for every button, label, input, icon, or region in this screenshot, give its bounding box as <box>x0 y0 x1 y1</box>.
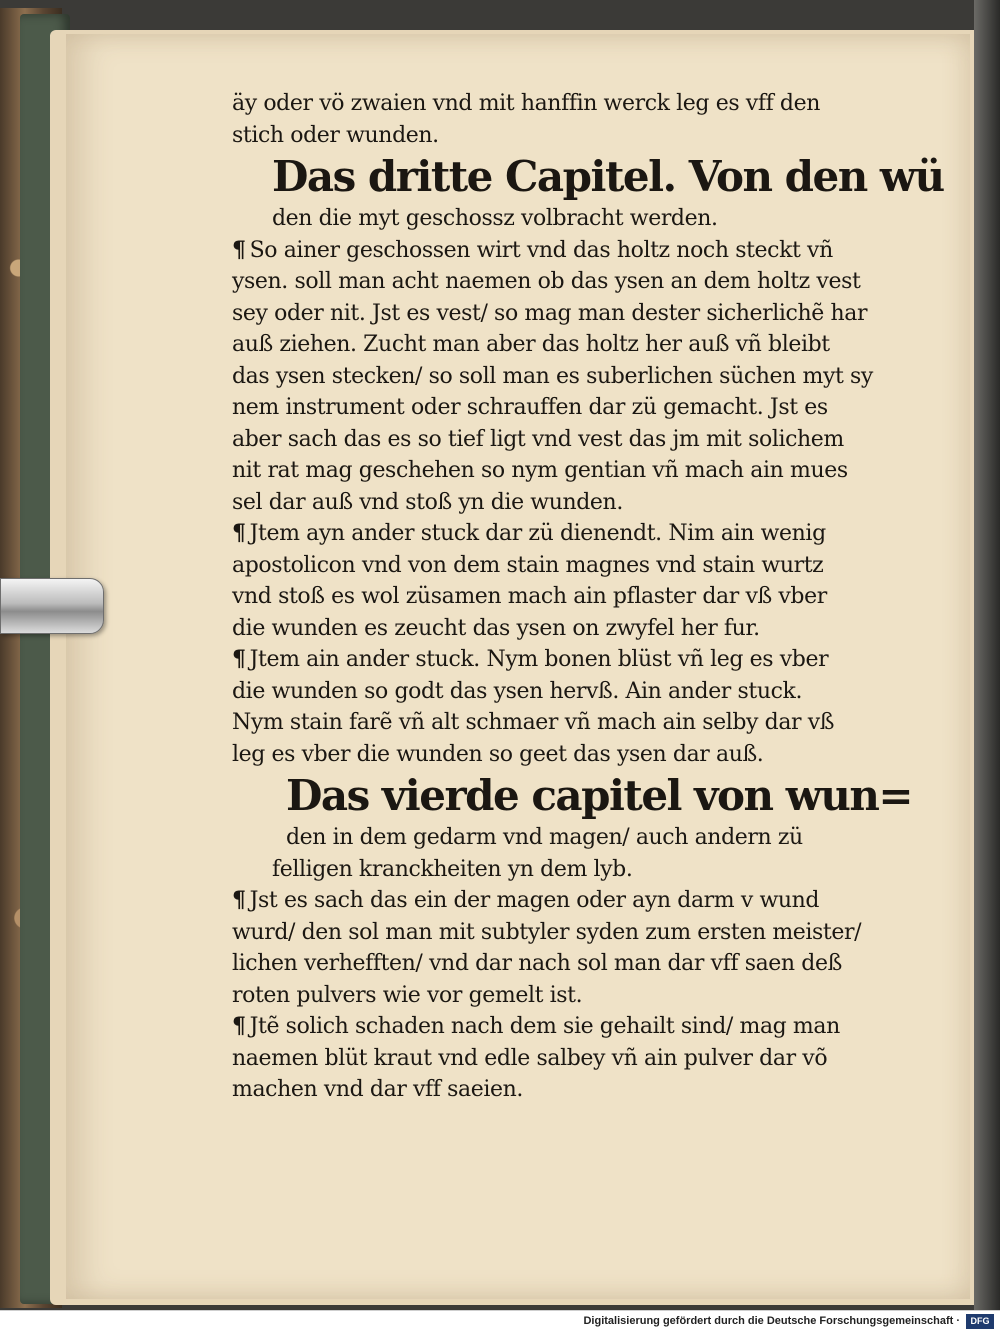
cover-right <box>974 0 1000 1310</box>
paragraph-line: ¶ Jtem ayn ander stuck dar zü dienendt. Nim ain wenig <box>232 518 908 550</box>
paragraph-line: wurd/ den sol man mit subtyler syden zum ersten meister/ <box>232 919 862 945</box>
paragraph-line: sey oder nit. Jst es vest/ so mag man dester sicherlichẽ har <box>232 300 868 326</box>
paragraph-line: machen vnd dar vff saeien. <box>232 1077 523 1102</box>
paragraph-line: nit rat mag geschehen so nym gentian vñ mach ain mues <box>232 458 848 483</box>
chapter-subheading-4: felligen kranckheiten yn dem lyb. <box>272 856 633 882</box>
chapter-subheading-3: den die myt geschossz volbracht werden. <box>272 206 718 231</box>
paragraph-line: sel dar auß vnd stoß yn die wunden. <box>232 489 623 515</box>
paragraph-line: Nym stain farẽ vñ alt schmaer vñ mach ain selby dar vß <box>232 710 835 735</box>
paragraph-line: ¶ Jtem ain ander stuck. Nym bonen blüst vñ leg es vber <box>232 644 908 676</box>
paragraph-line: nem instrument oder schrauffen dar zü gemacht. Jst es <box>232 395 828 420</box>
paragraph-line: roten pulvers wie vor gemelt ist. <box>232 982 583 1008</box>
paragraph-line: das ysen stecken/ so soll man es suberlichen süchen myt sy <box>232 363 873 389</box>
paragraph-line: lichen verhefften/ vnd dar nach sol man dar vff saen deß <box>232 951 842 976</box>
paragraph-line: ¶ Jtẽ solich schaden nach dem sie gehailt sind/ mag man <box>232 1011 908 1043</box>
paragraph-line: ¶ So ainer geschossen wirt vnd das holtz noch steckt vñ <box>232 235 908 267</box>
paragraph-line: vnd stoß es wol züsamen mach ain pflaster dar vß vber <box>232 584 827 609</box>
text-line: stich oder wunden. <box>232 122 439 148</box>
paragraph-line: die wunden so godt das ysen hervß. Ain ander stuck. <box>232 678 803 704</box>
footer-credit: Digitalisierung gefördert durch die Deutsche Forschungsgemeinschaft · <box>583 1315 960 1327</box>
paragraph-line: ysen. soll man acht naemen ob das ysen an dem holtz vest <box>232 269 861 294</box>
page-clip <box>0 578 104 634</box>
dfg-logo-icon: DFG <box>966 1314 994 1329</box>
paragraph-line: die wunden es zeucht das ysen on zwyfel her fur. <box>232 615 760 641</box>
paragraph-line: leg es vber die wunden so geet das ysen dar auß. <box>232 741 764 767</box>
footer-bar <box>0 1310 1000 1333</box>
paragraph-line: aber sach das es so tief ligt vnd vest das jm mit solichem <box>232 426 844 452</box>
paragraph-line: naemen blüt kraut vnd edle salbey vñ ain pulver dar võ <box>232 1045 828 1071</box>
paragraph-line: ¶ Jst es sach das ein der magen oder ayn darm v wund <box>232 885 908 917</box>
chapter-subheading-4: den in dem gedarm vnd magen/ auch andern zü <box>286 825 803 850</box>
text-line: äy oder vö zwaien vnd mit hanffin werck leg es vff den <box>232 91 820 116</box>
paragraph-line: apostolicon vnd von dem stain magnes vnd stain wurtz <box>232 552 824 578</box>
page-text <box>232 88 944 1106</box>
paragraph-line: auß ziehen. Zucht man aber das holtz her auß vñ bleibt <box>232 332 830 357</box>
chapter-heading-4: Das vierde capitel von wun= <box>286 771 913 820</box>
chapter-heading-3: Das dritte Capitel. Von den wü <box>272 152 944 201</box>
